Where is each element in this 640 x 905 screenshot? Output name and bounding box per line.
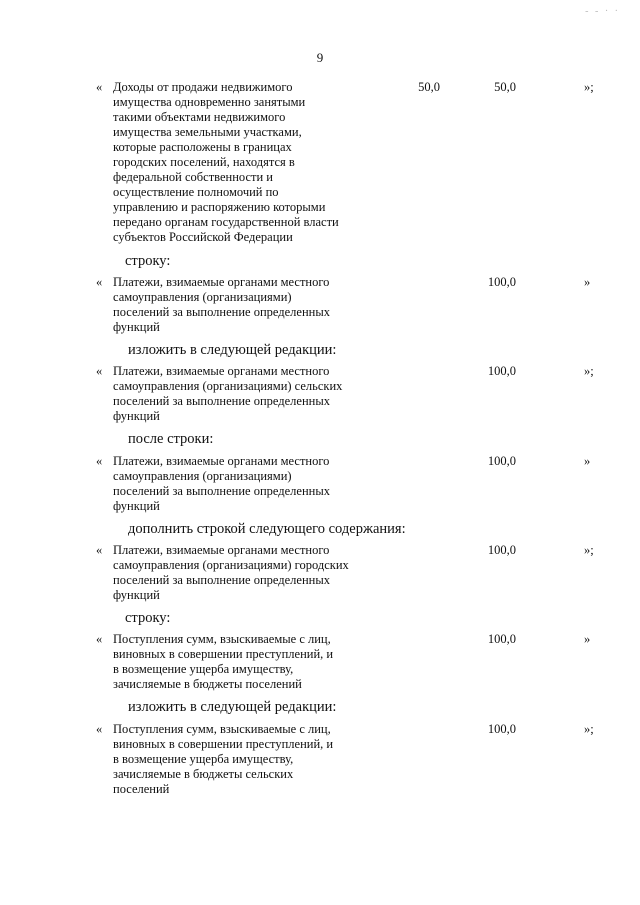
value-column-2: 100,0 [487, 275, 516, 289]
entry-line: Платежи, взимаемые органами местного [113, 454, 330, 468]
entry-line: виновных в совершении преступлений, и [113, 737, 334, 751]
close-quote: » [584, 632, 591, 646]
entry-line: поселений [113, 782, 170, 796]
entry-line: функций [113, 499, 160, 513]
entry-text [113, 454, 330, 514]
entry-line: поселений за выполнение определенных [113, 573, 330, 587]
entry-text [113, 543, 349, 603]
entry-line: управлению и распоряжению которыми [113, 200, 326, 214]
entry-line: поселений за выполнение определенных [113, 305, 330, 319]
entry-line: осуществление полномочий по [113, 185, 279, 199]
close-quote: »; [584, 364, 594, 378]
value-column-2: 100,0 [487, 364, 516, 378]
entry-text [113, 275, 330, 335]
entry-line: Платежи, взимаемые органами местного [113, 364, 330, 378]
open-quote: « [96, 632, 103, 646]
entry-line: функций [113, 588, 160, 602]
close-quote: »; [584, 80, 594, 94]
close-quote: »; [584, 722, 594, 736]
instruction-text: изложить в следующей редакции: [128, 699, 337, 715]
open-quote: « [96, 722, 103, 736]
instruction-text: строку: [125, 610, 171, 626]
open-quote: « [96, 543, 103, 557]
instruction-text: строку: [125, 253, 171, 269]
entry-line: Поступления сумм, взыскиваемые с лиц, [113, 632, 331, 646]
open-quote: « [96, 275, 103, 289]
entry-line: функций [113, 409, 160, 423]
open-quote: « [96, 80, 103, 94]
entry-line: поселений за выполнение определенных [113, 484, 330, 498]
entry-line: в возмещение ущерба имуществу, [113, 752, 294, 766]
entry-line: самоуправления (организациями) [113, 469, 292, 483]
instruction-text: после строки: [128, 431, 214, 447]
entry-line: Доходы от продажи недвижимого [113, 80, 293, 94]
entry-line: зачисляемые в бюджеты поселений [113, 677, 302, 691]
value-column-2: 50,0 [494, 80, 516, 94]
entry-line: имущества земельными участками, [113, 125, 302, 139]
entry-line: самоуправления (организациями) сельских [113, 379, 343, 393]
entry-line: передано органам государственной власти [113, 215, 339, 229]
instruction-text: дополнить строкой следующего содержания: [128, 521, 406, 537]
page-number: 9 [316, 50, 324, 65]
entry-line: субъектов Российской Федерации [113, 230, 293, 244]
entry-line: Платежи, взимаемые органами местного [113, 275, 330, 289]
close-quote: » [584, 454, 591, 468]
entry-line: которые расположены в границах [113, 140, 292, 154]
instruction-text: изложить в следующей редакции: [128, 342, 337, 358]
entry-line: федеральной собственности и [113, 170, 273, 184]
entry-line: городских поселений, находятся в [113, 155, 295, 169]
entry-line: самоуправления (организациями) [113, 290, 292, 304]
entry-text [113, 364, 342, 424]
entry-text [113, 632, 333, 692]
entry-line: зачисляемые в бюджеты сельских [113, 767, 294, 781]
entry-line: виновных в совершении преступлений, и [113, 647, 334, 661]
value-column-1: 50,0 [418, 80, 440, 94]
entry-line: поселений за выполнение определенных [113, 394, 330, 408]
open-quote: « [96, 454, 103, 468]
value-column-2: 100,0 [487, 454, 516, 468]
entry-line: функций [113, 320, 160, 334]
close-quote: » [584, 275, 591, 289]
open-quote: « [96, 364, 103, 378]
entry-line: такими объектами недвижимого [113, 110, 286, 124]
entry-line: Поступления сумм, взыскиваемые с лиц, [113, 722, 331, 736]
entry-line: Платежи, взимаемые органами местного [113, 543, 330, 557]
entry-line: в возмещение ущерба имуществу, [113, 662, 294, 676]
entry-text [113, 80, 339, 245]
entry-line: самоуправления (организациями) городских [113, 558, 349, 572]
close-quote: »; [584, 543, 594, 557]
value-column-2: 100,0 [487, 632, 516, 646]
entry-text [113, 722, 333, 797]
value-column-2: 100,0 [487, 543, 516, 557]
value-column-2: 100,0 [487, 722, 516, 736]
entry-line: имущества одновременно занятыми [113, 95, 306, 109]
corner-marks: - - · · [585, 6, 620, 17]
